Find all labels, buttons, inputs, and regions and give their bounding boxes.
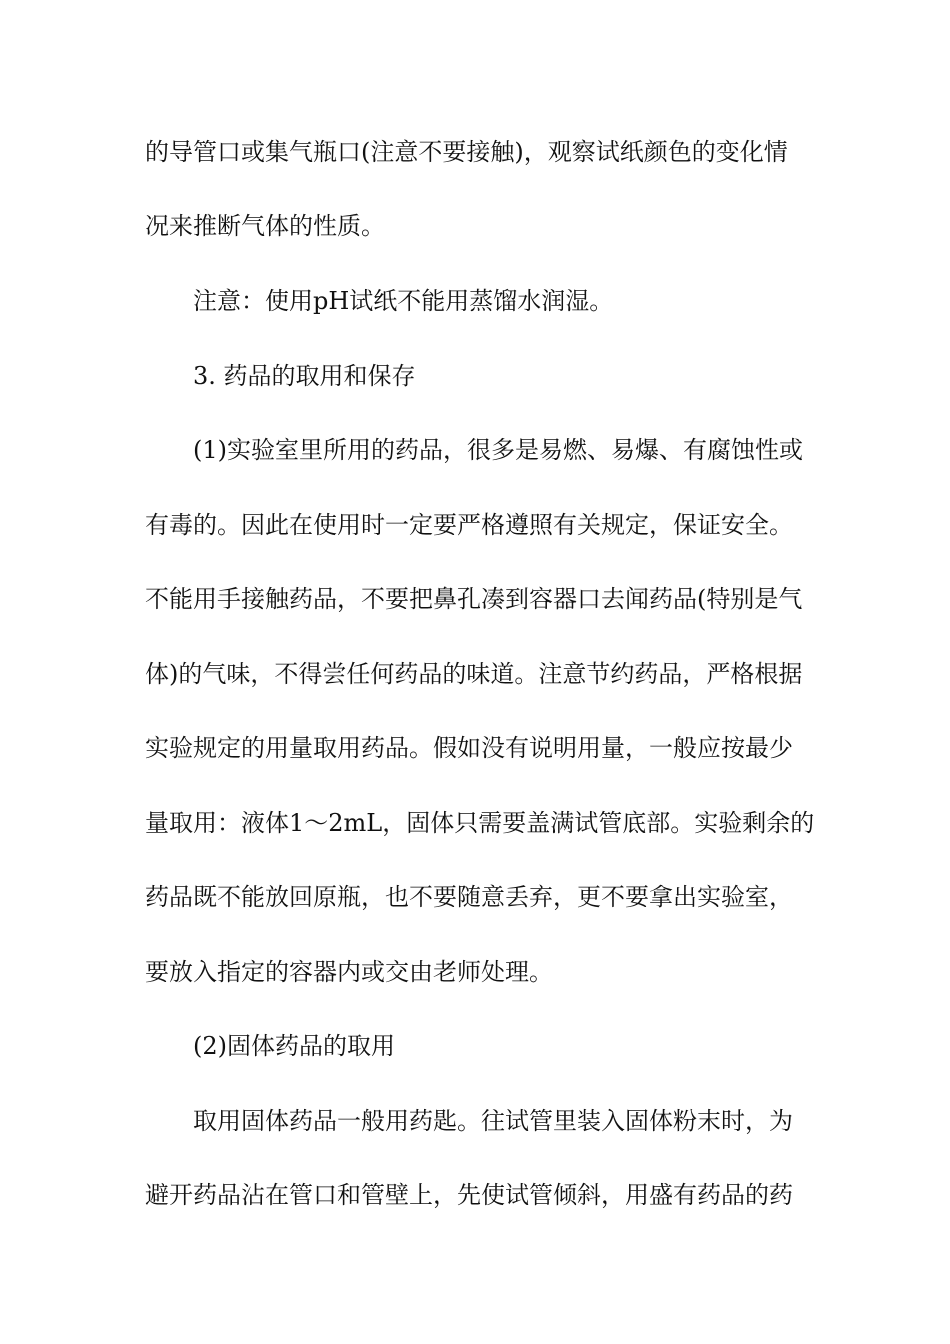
- text-line: 体)的气味，不得尝任何药品的味道。注意节约药品，严格根据: [145, 660, 803, 688]
- text-line: 药品既不能放回原瓶，也不要随意丢弃，更不要拿出实验室，: [145, 883, 793, 911]
- text-line: (1)实验室里所用的药品，很多是易燃、易爆、有腐蚀性或: [193, 436, 803, 464]
- subsection-heading: (2)固体药品的取用: [193, 1032, 395, 1060]
- text-line: 量取用：液体1～2mL，固体只需要盖满试管底部。实验剩余的: [145, 809, 815, 837]
- section-heading: 3. 药品的取用和保存: [193, 362, 416, 390]
- text-line: 避开药品沾在管口和管壁上，先使试管倾斜，用盛有药品的药: [145, 1181, 793, 1209]
- text-line: 不能用手接触药品，不要把鼻孔凑到容器口去闻药品(特别是气: [145, 585, 803, 613]
- text-line: 实验规定的用量取用药品。假如没有说明用量，一般应按最少: [145, 734, 793, 762]
- text-line: 要放入指定的容器内或交由老师处理。: [145, 958, 553, 986]
- text-line: 况来推断气体的性质。: [145, 212, 385, 240]
- text-line: 取用固体药品一般用药匙。往试管里装入固体粉末时，为: [193, 1107, 793, 1135]
- text-line: 有毒的。因此在使用时一定要严格遵照有关规定，保证安全。: [145, 511, 793, 539]
- text-line: 的导管口或集气瓶口(注意不要接触)，观察试纸颜色的变化情: [145, 138, 788, 166]
- text-line: 注意：使用pH试纸不能用蒸馏水润湿。: [193, 287, 614, 315]
